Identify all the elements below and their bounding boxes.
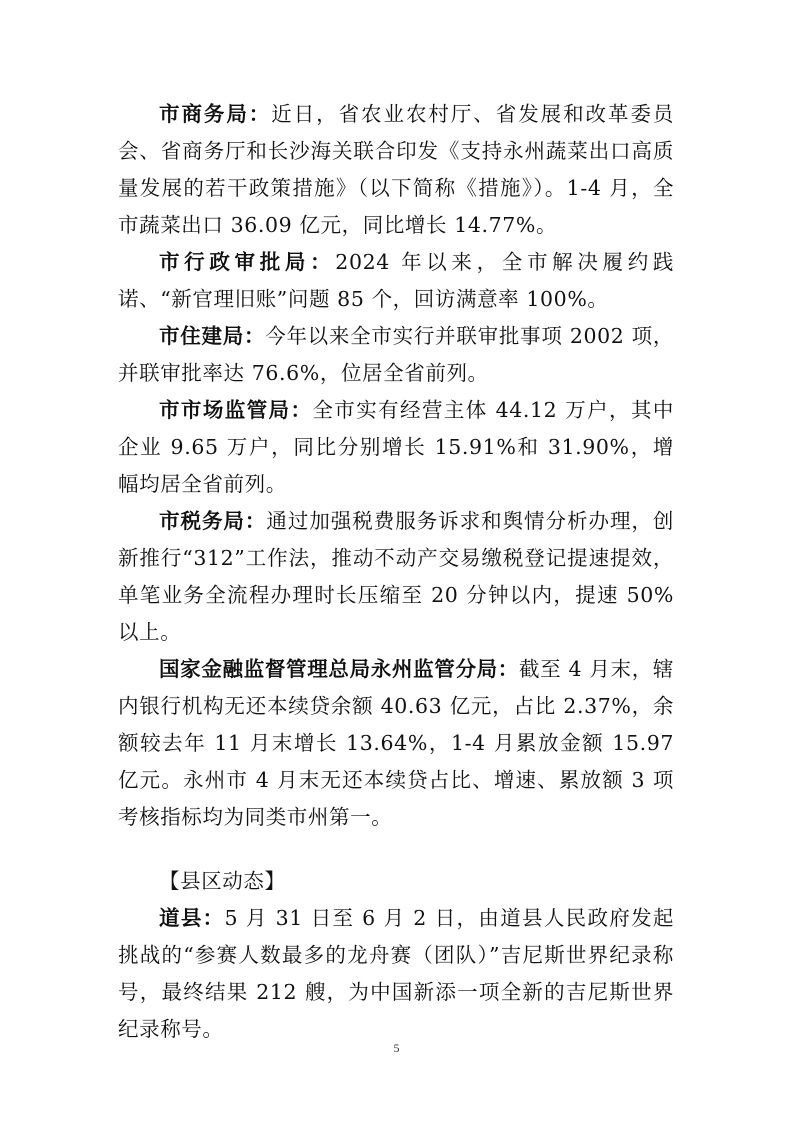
paragraph-dao-county xyxy=(118,900,674,1048)
paragraph-lead: 道县： xyxy=(159,906,225,930)
paragraph-commerce-bureau xyxy=(118,96,674,244)
paragraph-text: 近日，省农业农村厅、省发展和改革委员会、省商务厅和长沙海关联合印发《支持永州蔬菜出口高质量发展的若干政策措施》（以下简称《措施》）。1-4 月，全市蔬菜出口 36.09 亿元，同比增长 14.77%。 xyxy=(118,102,674,237)
paragraph-market-supervision-bureau xyxy=(118,392,674,503)
paragraph-text: 2024 年以来，全市解决履约践诺、“新官理旧账”问题 85 个，回访满意率 100%。 xyxy=(118,250,675,311)
section-heading-county-news: 【县区动态】 xyxy=(159,869,286,893)
page-number: 5 xyxy=(393,1041,400,1055)
paragraph-lead: 市住建局： xyxy=(159,324,266,348)
document-body xyxy=(118,96,674,1048)
paragraph-text: 5 月 31 日至 6 月 2 日，由道县人民政府发起挑战的“参赛人数最多的龙舟赛（团队）”吉尼斯世界纪录称号，最终结果 212 艘，为中国新添一项全新的吉尼斯世界纪录称号。 xyxy=(118,906,674,1041)
paragraph-text: 全市实有经营主体 44.12 万户，其中企业 9.65 万户，同比分别增长 15.91%和 31.90%，增幅均居全省前列。 xyxy=(118,398,674,496)
paragraph-lead: 市行政审批局： xyxy=(159,250,336,274)
paragraph-lead: 市商务局： xyxy=(159,102,272,126)
paragraph-financial-regulatory-branch xyxy=(118,651,674,836)
paragraph-housing-construction-bureau xyxy=(118,318,674,392)
paragraph-text: 通过加强税费服务诉求和舆情分析办理，创新推行“312”工作法，推动不动产交易缴税登记提速提效，单笔业务全流程办理时长压缩至 20 分钟以内，提速 50%以上。 xyxy=(118,509,674,644)
paragraph-lead: 国家金融监督管理总局永州监管分局： xyxy=(159,657,519,681)
paragraph-text: 今年以来全市实行并联审批事项 2002 项，并联审批率达 76.6%，位居全省前列。 xyxy=(118,324,674,385)
paragraph-lead: 市市场监管局： xyxy=(159,398,313,422)
paragraph-administrative-approval-bureau xyxy=(118,244,674,318)
paragraph-lead: 市税务局： xyxy=(159,509,267,533)
paragraph-text: 截至 4 月末，辖内银行机构无还本续贷余额 40.63 亿元，占比 2.37%，余额较去年 11 月末增长 13.64%，1-4 月累放金额 15.97 亿元。永州市 4 月末无还本续贷占比、增速、累放额 3 项考核指标均为同类市州第一。 xyxy=(118,657,674,829)
paragraph-tax-bureau xyxy=(118,503,674,651)
